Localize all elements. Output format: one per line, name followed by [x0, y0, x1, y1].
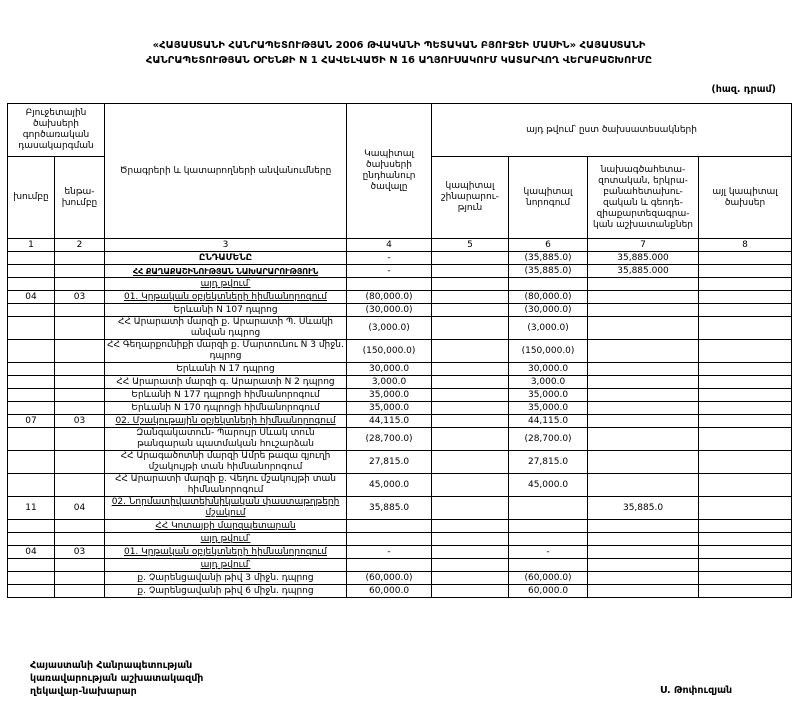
column-number: 7: [588, 239, 699, 252]
cell-capital-construction: [432, 252, 509, 265]
document-title: [0, 0, 798, 68]
cell-program-name: ք. Չարենցավանի թիվ 3 միջն. դպրոց: [105, 572, 347, 585]
cell-total: (80,000.0): [347, 291, 432, 304]
cell-group: [8, 559, 55, 572]
cell-capital-construction: [432, 389, 509, 402]
cell-program-name: Երևանի N 177 դպրոցի հիմնանորոգում: [105, 389, 347, 402]
cell-subgroup: [55, 474, 105, 497]
cell-other-capital: [699, 428, 792, 451]
cell-design-works: [588, 340, 699, 363]
cell-other-capital: [699, 585, 792, 598]
cell-other-capital: [699, 415, 792, 428]
cell-total: (30,000.0): [347, 304, 432, 317]
cell-other-capital: [699, 340, 792, 363]
cell-total: -: [347, 252, 432, 265]
cell-capital-construction: [432, 415, 509, 428]
cell-subgroup: [55, 278, 105, 291]
cell-other-capital: [699, 389, 792, 402]
cell-design-works: [588, 317, 699, 340]
cell-design-works: [588, 278, 699, 291]
cell-other-capital: [699, 533, 792, 546]
budget-table: [7, 103, 792, 598]
header-including: այդ թվում՝ ըստ ծախսատեսակների: [432, 104, 792, 157]
cell-capital-repair: (35,885.0): [509, 265, 588, 278]
table-row: [8, 415, 792, 428]
cell-capital-repair: (35,885.0): [509, 252, 588, 265]
table-row: [8, 497, 792, 520]
cell-capital-construction: [432, 585, 509, 598]
cell-program-name: այդ թվում՝: [105, 533, 347, 546]
cell-capital-repair: 35,000.0: [509, 402, 588, 415]
cell-subgroup: [55, 265, 105, 278]
cell-other-capital: [699, 546, 792, 559]
cell-total: [347, 520, 432, 533]
cell-group: [8, 402, 55, 415]
cell-capital-construction: [432, 363, 509, 376]
cell-design-works: [588, 415, 699, 428]
cell-design-works: 35,885.0: [588, 497, 699, 520]
cell-subgroup: [55, 304, 105, 317]
cell-other-capital: [699, 402, 792, 415]
column-number: 4: [347, 239, 432, 252]
cell-total: 44,115.0: [347, 415, 432, 428]
cell-capital-repair: [509, 533, 588, 546]
table-row: [8, 402, 792, 415]
cell-total: [347, 559, 432, 572]
cell-design-works: [588, 546, 699, 559]
column-number: 6: [509, 239, 588, 252]
cell-subgroup: [55, 317, 105, 340]
cell-design-works: [588, 572, 699, 585]
cell-subgroup: 04: [55, 497, 105, 520]
cell-program-name: Երևանի N 170 դպրոցի հիմնանորոգում: [105, 402, 347, 415]
table-row: [8, 428, 792, 451]
table-row: [8, 585, 792, 598]
table-row: [8, 546, 792, 559]
cell-capital-repair: (28,700.0): [509, 428, 588, 451]
cell-subgroup: 03: [55, 415, 105, 428]
header-total-volume: Կապիտալ ծախսերի ընդհանուր ծավալը: [347, 104, 432, 239]
cell-other-capital: [699, 559, 792, 572]
cell-total: [347, 278, 432, 291]
cell-other-capital: [699, 304, 792, 317]
cell-total: 35,000.0: [347, 389, 432, 402]
cell-other-capital: [699, 291, 792, 304]
cell-program-name: 01. Կրթական օբյեկտների հիմնանորոգում: [105, 546, 347, 559]
cell-subgroup: [55, 451, 105, 474]
column-number: 1: [8, 239, 55, 252]
cell-program-name: ՀՀ Արարատի մարզի ք. Արարատի Պ. Սևակի անվան դպրոց: [105, 317, 347, 340]
cell-group: [8, 265, 55, 278]
cell-capital-construction: [432, 291, 509, 304]
cell-capital-construction: [432, 317, 509, 340]
cell-other-capital: [699, 265, 792, 278]
cell-capital-repair: [509, 278, 588, 291]
cell-capital-construction: [432, 546, 509, 559]
header-other-capital: այլ կապիտալ ծախսեր: [699, 157, 792, 239]
signature-line-2: կառավարության աշխատակազմի: [30, 673, 204, 684]
cell-design-works: [588, 376, 699, 389]
cell-capital-repair: 27,815.0: [509, 451, 588, 474]
cell-design-works: 35,885.000: [588, 265, 699, 278]
signature-line-3: ղեկավար-նախարար: [30, 686, 137, 697]
unit-note: (հազ. դրամ): [711, 84, 776, 95]
cell-other-capital: [699, 451, 792, 474]
cell-design-works: [588, 402, 699, 415]
cell-other-capital: [699, 520, 792, 533]
cell-total: 45,000.0: [347, 474, 432, 497]
cell-design-works: [588, 291, 699, 304]
table-row: [8, 389, 792, 402]
cell-subgroup: 03: [55, 291, 105, 304]
table-row: [8, 533, 792, 546]
cell-capital-repair: [509, 520, 588, 533]
cell-subgroup: [55, 428, 105, 451]
cell-capital-repair: -: [509, 546, 588, 559]
cell-program-name: ՀՀ ՔԱՂԱՔԱՇԻՆՈՒԹՅԱՆ ՆԱԽԱՐԱՐՈՒԹՅՈՒՆ: [105, 265, 347, 278]
column-number: 3: [105, 239, 347, 252]
cell-other-capital: [699, 363, 792, 376]
cell-subgroup: [55, 389, 105, 402]
cell-group: [8, 317, 55, 340]
cell-group: [8, 376, 55, 389]
header-group: խումբը: [8, 157, 55, 239]
cell-total: 30,000.0: [347, 363, 432, 376]
cell-group: [8, 252, 55, 265]
cell-design-works: [588, 533, 699, 546]
table-row: [8, 572, 792, 585]
cell-capital-construction: [432, 559, 509, 572]
cell-program-name: 01. Կրթական օբյեկտների հիմնանորոգում: [105, 291, 347, 304]
table-row: [8, 265, 792, 278]
cell-group: [8, 474, 55, 497]
cell-capital-repair: (150,000.0): [509, 340, 588, 363]
cell-subgroup: [55, 402, 105, 415]
cell-program-name: ՀՀ Արագածոտնի մարզի Ամրե թազա գյուղի մշակույթի տան հիմնանորոգում: [105, 451, 347, 474]
cell-design-works: [588, 520, 699, 533]
cell-program-name: ՀՀ Արարատի մարզի ք. Վեդու մշակույթի տան հիմնանորոգում: [105, 474, 347, 497]
cell-program-name: 02. Մշակութային օբյեկտների հիմնանորոգում: [105, 415, 347, 428]
table-row: [8, 363, 792, 376]
cell-total: 60,000.0: [347, 585, 432, 598]
cell-total: 35,885.0: [347, 497, 432, 520]
cell-capital-construction: [432, 265, 509, 278]
header-row-1: [8, 104, 792, 157]
cell-design-works: [588, 428, 699, 451]
cell-capital-repair: 45,000.0: [509, 474, 588, 497]
cell-capital-repair: 44,115.0: [509, 415, 588, 428]
cell-total: 27,815.0: [347, 451, 432, 474]
cell-subgroup: [55, 363, 105, 376]
cell-total: 3,000.0: [347, 376, 432, 389]
table-row: [8, 559, 792, 572]
cell-subgroup: [55, 376, 105, 389]
cell-program-name: ՀՀ Գեղարքունիքի մարզի ք. Մարտունու N 3 միջն. դպրոց: [105, 340, 347, 363]
cell-capital-repair: 35,000.0: [509, 389, 588, 402]
cell-capital-repair: (3,000.0): [509, 317, 588, 340]
cell-program-name: 02. Նորմատիվատեխնիկական փաստաթղթերի մշակում: [105, 497, 347, 520]
column-number: 8: [699, 239, 792, 252]
title-line-2: ՀԱՆՐԱՊԵՏՈՒԹՅԱՆ ՕՐԵՆՔԻ N 1 ՀԱՎԵԼՎԱԾԻ N 16 ԱՂՅՈՒՍԱԿՈՒՄ ԿԱՏԱՐՎՈՂ ՎԵՐԱԲԱՇԽՈՒՄԸ: [145, 55, 653, 66]
header-design-works: նախագծահետա-զոտական, երկրա-բանահետախու-զական և գեոդե-զիաքարտեզագրա-կան աշխատանքներ: [588, 157, 699, 239]
cell-subgroup: [55, 572, 105, 585]
cell-group: [8, 585, 55, 598]
cell-program-name: Զանգակատուն- Պարույր Սևակ տուն թանգարան պատմական հուշարձան: [105, 428, 347, 451]
cell-design-works: [588, 451, 699, 474]
cell-group: [8, 340, 55, 363]
cell-total: 35,000.0: [347, 402, 432, 415]
cell-capital-construction: [432, 376, 509, 389]
signature-line-1: Հայաստանի Հանրապետության: [30, 660, 193, 671]
cell-program-name: Երևանի N 17 դպրոց: [105, 363, 347, 376]
cell-design-works: [588, 559, 699, 572]
header-capital-repair: կապիտալ նորոգում: [509, 157, 588, 239]
cell-other-capital: [699, 252, 792, 265]
cell-subgroup: [55, 340, 105, 363]
cell-capital-repair: (60,000.0): [509, 572, 588, 585]
cell-capital-repair: 60,000.0: [509, 585, 588, 598]
cell-total: -: [347, 546, 432, 559]
header-programs: Ծրագրերի և կատարողների անվանումները: [105, 104, 347, 239]
cell-capital-repair: [509, 559, 588, 572]
cell-capital-repair: 3,000.0: [509, 376, 588, 389]
cell-total: [347, 533, 432, 546]
table-row: [8, 376, 792, 389]
cell-program-name: այդ թվում՝: [105, 559, 347, 572]
cell-group: [8, 363, 55, 376]
cell-capital-construction: [432, 402, 509, 415]
column-number: 5: [432, 239, 509, 252]
table-row: [8, 520, 792, 533]
cell-capital-construction: [432, 451, 509, 474]
cell-capital-repair: (80,000.0): [509, 291, 588, 304]
table-row: [8, 278, 792, 291]
header-capital-construction: կապիտալ շինարարու-թյուն: [432, 157, 509, 239]
cell-design-works: [588, 389, 699, 402]
title-line-1: «ՀԱՅԱՍՏԱՆԻ ՀԱՆՐԱՊԵՏՈՒԹՅԱՆ 2006 ԹՎԱԿԱՆԻ ՊԵՏԱԿԱՆ ԲՅՈՒՋԵԻ ՄԱՍԻՆ» ՀԱՅԱՍՏԱՆԻ: [152, 40, 646, 51]
cell-total: -: [347, 265, 432, 278]
cell-group: [8, 278, 55, 291]
cell-program-name: ք. Չարենցավանի թիվ 6 միջն. դպրոց: [105, 585, 347, 598]
cell-capital-construction: [432, 533, 509, 546]
cell-group: [8, 520, 55, 533]
cell-other-capital: [699, 317, 792, 340]
cell-other-capital: [699, 278, 792, 291]
cell-capital-construction: [432, 278, 509, 291]
cell-capital-construction: [432, 340, 509, 363]
header-functional-classification: Բյուջետային ծախսերի գործառական դասակարգման: [8, 104, 105, 157]
cell-capital-construction: [432, 497, 509, 520]
cell-subgroup: [55, 252, 105, 265]
table-row: [8, 304, 792, 317]
cell-group: [8, 533, 55, 546]
cell-capital-construction: [432, 572, 509, 585]
cell-group: 04: [8, 546, 55, 559]
table-row: [8, 317, 792, 340]
cell-other-capital: [699, 497, 792, 520]
cell-program-name: այդ թվում՝: [105, 278, 347, 291]
cell-design-works: [588, 585, 699, 598]
cell-capital-construction: [432, 474, 509, 497]
cell-group: 07: [8, 415, 55, 428]
cell-subgroup: [55, 533, 105, 546]
cell-capital-construction: [432, 520, 509, 533]
cell-capital-construction: [432, 428, 509, 451]
column-number-row: [8, 239, 792, 252]
cell-other-capital: [699, 474, 792, 497]
cell-group: 11: [8, 497, 55, 520]
signature-position-block: [30, 659, 203, 698]
cell-capital-construction: [432, 304, 509, 317]
cell-group: [8, 304, 55, 317]
signatory-name: Ս. Թոփուզյան: [660, 685, 733, 696]
cell-total: (28,700.0): [347, 428, 432, 451]
table-row: [8, 340, 792, 363]
cell-program-name: ՀՀ Կոտայքի մարզպետարան: [105, 520, 347, 533]
cell-subgroup: [55, 559, 105, 572]
cell-group: 04: [8, 291, 55, 304]
cell-total: (3,000.0): [347, 317, 432, 340]
cell-total: (150,000.0): [347, 340, 432, 363]
table-row: [8, 291, 792, 304]
cell-group: [8, 451, 55, 474]
cell-program-name: ԸՆԴԱՄԵՆԸ: [105, 252, 347, 265]
cell-capital-repair: (30,000.0): [509, 304, 588, 317]
cell-subgroup: [55, 585, 105, 598]
cell-program-name: Երևանի N 107 դպրոց: [105, 304, 347, 317]
cell-design-works: 35,885.000: [588, 252, 699, 265]
cell-capital-repair: [509, 497, 588, 520]
cell-other-capital: [699, 376, 792, 389]
cell-design-works: [588, 304, 699, 317]
cell-design-works: [588, 474, 699, 497]
cell-other-capital: [699, 572, 792, 585]
cell-design-works: [588, 363, 699, 376]
cell-capital-repair: 30,000.0: [509, 363, 588, 376]
table-row: [8, 451, 792, 474]
cell-program-name: ՀՀ Արարատի մարզի գ. Արարատի N 2 դպրոց: [105, 376, 347, 389]
table-row: [8, 474, 792, 497]
cell-subgroup: [55, 520, 105, 533]
cell-group: [8, 389, 55, 402]
header-subgroup: ենթա-խումբը: [55, 157, 105, 239]
cell-group: [8, 428, 55, 451]
cell-total: (60,000.0): [347, 572, 432, 585]
cell-subgroup: 03: [55, 546, 105, 559]
table-body: [8, 252, 792, 598]
cell-group: [8, 572, 55, 585]
table-row: [8, 252, 792, 265]
column-number: 2: [55, 239, 105, 252]
